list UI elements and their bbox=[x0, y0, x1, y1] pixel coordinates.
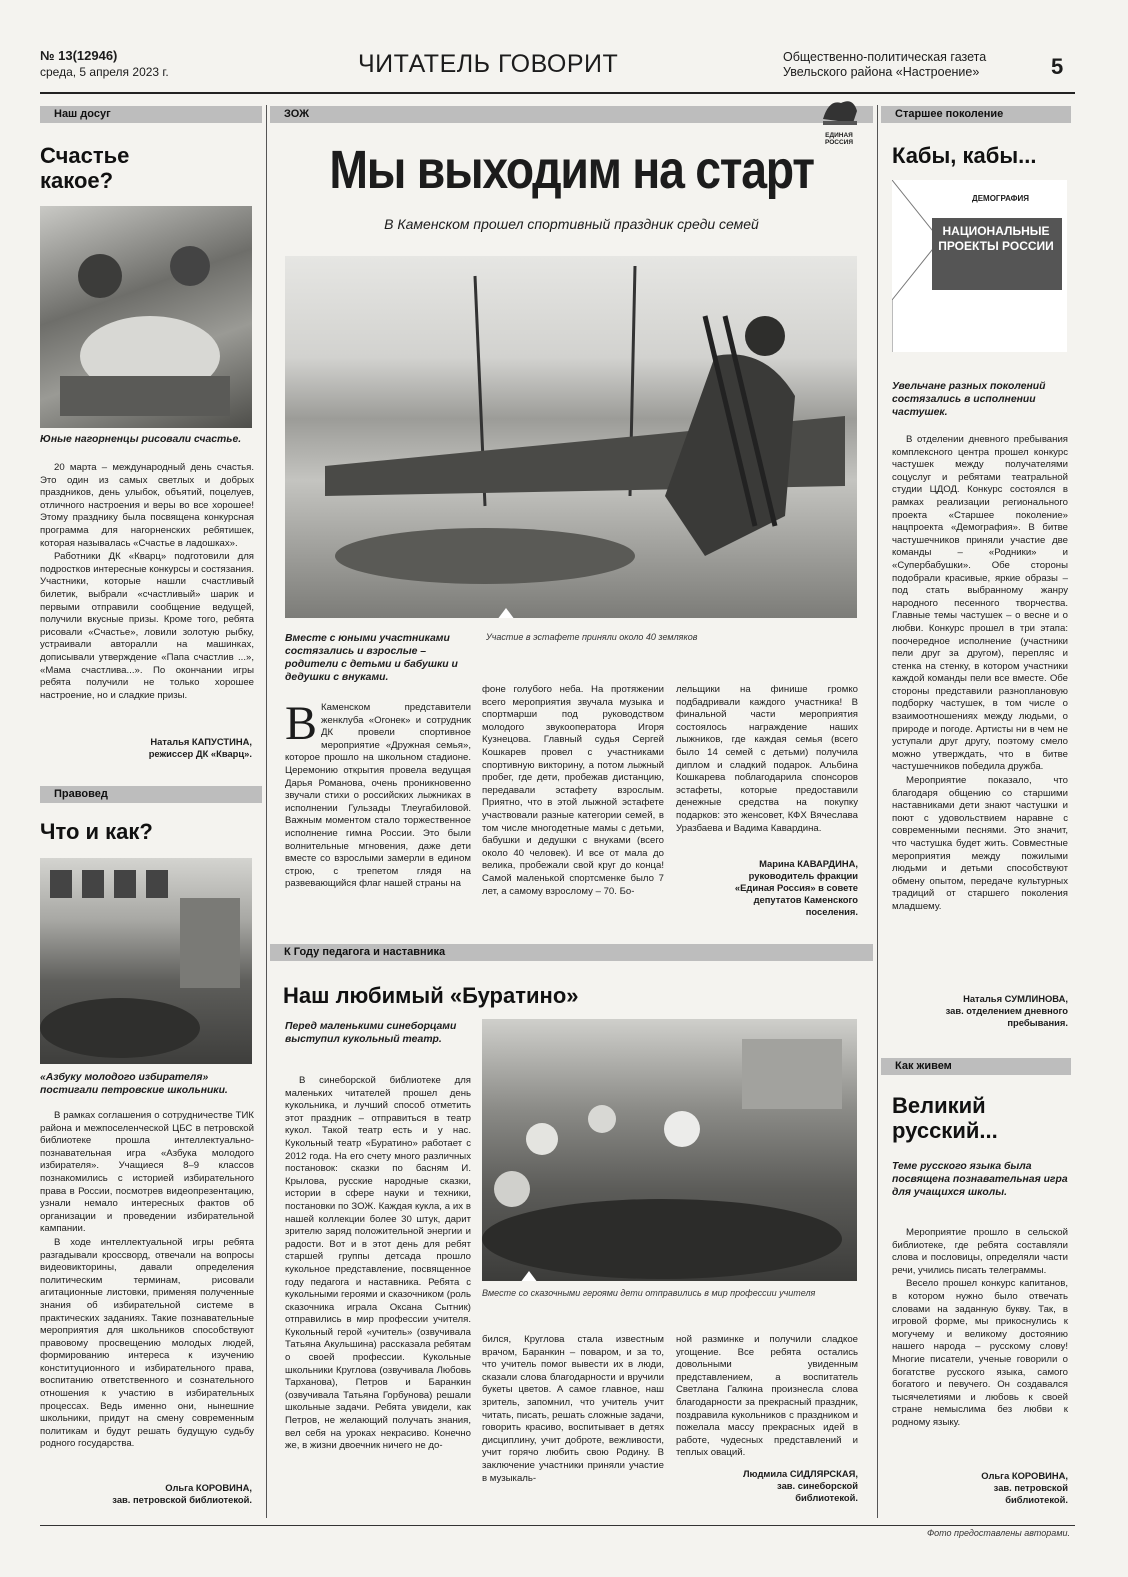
article-title-chto-i-kak: Что и как? bbox=[40, 819, 153, 844]
author-name: Людмила СИДЛЯРСКАЯ, bbox=[742, 1468, 858, 1479]
article-title-buratino: Наш любимый «Буратино» bbox=[283, 983, 579, 1008]
photo-credit: Фото предоставлены авторами. bbox=[926, 1528, 1070, 1538]
author-role: библиотекой. bbox=[795, 1492, 858, 1503]
paragraph: Мероприятие прошло в сельской библиотеке, где ребята составляли слова и пословицы, определяли части речи, учились писать телеграммы. bbox=[892, 1227, 1068, 1276]
article-title-schastye: Счастье какое? bbox=[40, 143, 130, 193]
article-title-start: Мы выходим на старт bbox=[329, 140, 814, 200]
signature-kavardina bbox=[676, 858, 858, 918]
rubric-kak-zhivem: Как живем bbox=[881, 1058, 1071, 1075]
photo-caption-start: Участие в эстафете приняли около 40 земляков bbox=[486, 632, 698, 642]
library-class-illustration bbox=[40, 858, 252, 1064]
masthead bbox=[40, 48, 1075, 88]
author-role: «Единая Россия» в совете bbox=[734, 882, 858, 893]
lead-chto-i-kak: «Азбуку молодого избирателя» постигали петровские школьники. bbox=[40, 1072, 228, 1096]
paragraph: фоне голубого неба. На протяжении всего мероприятия звучала музыка и спортмарши под руководством молодого звукооператора Игоря Кузнецова. Главный судья Сергей Кошкарев провел с участниками спортивную викторину, а потом лыжный пробег, где дети, пробежав дистанцию, передавали эстафету взрослым. Приятно, что в этой лыжной эстафете участвовали разные категории семей, в том числе многодетные мамы с детьми, бабушки и дедушки с внуками (всего около 40 человек). И все от мала до велика, пробежали свой круг до конца! Самой маленькой спортсменке было 7 лет, а самому взрослому – 70. Бо- bbox=[482, 684, 664, 897]
paragraph: В ходе интеллектуальной игры ребята разгадывали кроссворд, отвечали на вопросы видеовикторины, давали определения политическим терминам, рисовали агитационные листовки, применяя полученные знания об избирательной системе в практических заданиях. Такие познавательные мероприятия для школьников способствуют правовому просвещению молодых людей, формированию интереса к изучению конституционного и избирательного права, воспитанию ответственного и сознательного отношения к участию в избирательных процессах. Ведь именно они, нынешние школьники, придут на смену современным политикам и будут решать будущую судьбу родного государства. bbox=[40, 1236, 254, 1450]
body-buratino-col3 bbox=[676, 1334, 858, 1460]
author-role: поселения. bbox=[805, 906, 858, 917]
paragraph: Каменском представители женклуба «Огонек» и сотрудник ДК провели спортивное мероприятие «Дружная семья», которое прошло на школьном стадионе. Церемонию открытия провела ведущая Дарья Романова, очень проникновенно звучали стихи о российских лыжниках в исполнении Гульзады Тлеугабиловой. Важным моментом стало торжественное исполнение гимна России. Это были волнительные мгновения, даже дети вместе со взрослыми замерли в едином строю, с трепетом глядя на развевающийся флаг нашей страны на bbox=[285, 702, 471, 890]
rubric-god-pedagoga: К Году педагога и наставника bbox=[270, 944, 873, 961]
paragraph: лельщики на финише громко подбадривали каждого участника! В финальной части мероприятия состоялось награждение наших лыжников, где каждая семья (всего было 14 семей с детьми) получила диплом и сладкий подарок. Альбина Кошкарева поблагодарила спонсоров эстафеты, которые предоставили денежные средства на покупку подарков: это женсовет, КФХ Вячеслава Уразбаева и Вадима Кавардина. bbox=[676, 684, 858, 834]
author-role: зав. синеборской bbox=[777, 1480, 858, 1491]
article-title-kaby: Кабы, кабы... bbox=[892, 143, 1037, 168]
photo-caption-buratino: Вместе со сказочными героями дети отправились в мир профессии учителя bbox=[482, 1288, 816, 1298]
paper-name bbox=[783, 50, 986, 80]
author-name: Марина КАВАРДИНА, bbox=[759, 858, 858, 869]
signature-korovina-left bbox=[40, 1482, 252, 1506]
author-role: депутатов Каменского bbox=[753, 894, 858, 905]
puppet-theatre-illustration bbox=[482, 1019, 857, 1281]
column-divider-right bbox=[877, 105, 878, 1518]
body-buratino-col1 bbox=[285, 1075, 471, 1454]
signature-sumlinova bbox=[892, 993, 1068, 1029]
column-divider-left bbox=[266, 105, 267, 1518]
photo-marker-triangle bbox=[497, 608, 515, 618]
lead-buratino: Перед маленькими синеборцами выступил кукольный театр. bbox=[285, 1021, 457, 1045]
body-velikiy-russkiy bbox=[892, 1227, 1068, 1431]
subtitle-start: В Каменском прошел спортивный праздник среди семей bbox=[384, 216, 759, 232]
paper-line-2: Увельского района «Настроение» bbox=[783, 65, 980, 79]
author-name: Ольга КОРОВИНА, bbox=[981, 1470, 1068, 1481]
paragraph: ной разминке и получили сладкое угощение. Все ребята остались довольными увиденным представлением, а воспитатель Светлана Галкина произнесла слова благодарности за прекрасный праздник, поздравила кукольников с праздником и пожелала массу прекрасных идей в работе, чудесных представлений и теплых оваций. bbox=[676, 1334, 858, 1459]
signature-sidlyarskaya bbox=[676, 1468, 858, 1504]
header-rule bbox=[40, 92, 1075, 94]
rubric-starshee-pokolenie: Старшее поколение bbox=[881, 106, 1071, 123]
body-chto-i-kak bbox=[40, 1110, 254, 1452]
paragraph: Мероприятие показало, что благодаря общению со старшими наставниками дети знают частушки и поют с удовольствием наравне с современными песнями. Это значит, что частушка будет жить. Совместные мероприятия между пожилыми людьми и детьми способствуют обмену опытом, передаче культурных традиций от старшего поколения младшему. bbox=[892, 775, 1068, 912]
paragraph: В рамках соглашения о сотрудничестве ТИК района и межпоселенческой ЦБС в петровской библиотеке прошла интеллектуально-познавательная игра «Азбука молодого избирателя». Учащиеся 8–9 классов познакомились с историей избирательного права в России, посмотрев видеопрезентацию, узнали немало интересных фактов об организации и проведении избирательной кампании. bbox=[40, 1110, 254, 1235]
photo-puppet-theatre bbox=[482, 1019, 857, 1281]
lead-velikiy-russkiy: Теме русского языка была посвящена познавательная игра для учащихся школы. bbox=[892, 1161, 1068, 1198]
footer-rule bbox=[40, 1525, 1075, 1526]
paragraph: Весело прошел конкурс капитанов, в котором нужно было отвечать словами на заданную букву. Так, в игровой форме, мы прикоснулись к могучему и великому достоянию нашего народа – русскому слову! Многие писатели, ученые говорили о богатстве русского языка, самого богатого и певучего. Он создавался тысячелетиями и любовь к своей стране немыслима без любви к родному языку. bbox=[892, 1278, 1068, 1428]
rubric-zozh: ЗОЖ bbox=[270, 106, 873, 123]
paragraph: Работники ДК «Кварц» подготовили для подростков интересные конкурсы и состязания. Участники, которые нашли счастливый билетик, выбрали «счастливый» шарик и первыми отправили сообщение ведущей, получили вкусные призы. Кроме того, ребята рисовали «Счастье», ловили золотую рыбку, устраивали авторалли на машинках, дописывали утверждение «Папа счастлив ...», «Мама счастлива...». По окончании игры ребята получили не только хорошее настроение, но и сладкие призы. bbox=[40, 551, 254, 701]
paragraph: 20 марта – международный день счастья. Это один из самых светлых и добрых праздников, день улыбок, объятий, поцелуев, отличного настроения и веры во все хорошее! Этому празднику была посвящена конкурсная программа для нагорненских ребятишек, которая называлась «Счастье в ладошках». bbox=[40, 462, 254, 549]
badge-shape-icon bbox=[892, 180, 1067, 352]
author-name: Наталья КАПУСТИНА, bbox=[150, 736, 252, 747]
ski-relay-illustration bbox=[285, 256, 857, 618]
body-buratino-col2 bbox=[482, 1334, 664, 1485]
signature-kapustina bbox=[40, 736, 252, 760]
page-number: 5 bbox=[1051, 54, 1064, 79]
lead-schastye: Юные нагорненцы рисовали счастье. bbox=[40, 434, 242, 445]
issue-date: среда, 5 апреля 2023 г. bbox=[40, 65, 169, 79]
paper-line-1: Общественно-политическая газета bbox=[783, 50, 987, 64]
lead-kaby: Увельчане разных поколений состязались в исполнении частушек. bbox=[892, 381, 1046, 418]
author-role: руководитель фракции bbox=[748, 870, 858, 881]
photo-ski-relay bbox=[285, 256, 857, 618]
drop-cap: В bbox=[285, 697, 318, 750]
body-schastye bbox=[40, 462, 254, 703]
issue-number: № 13(12946) bbox=[40, 48, 118, 63]
photo-marker-triangle bbox=[520, 1271, 538, 1281]
bear-flag-icon bbox=[819, 93, 859, 127]
author-role: библиотекой. bbox=[1005, 1494, 1068, 1505]
paragraph: В синеборской библиотеке для маленьких читателей прошел день кукольника, и лучший способ отметить этот праздник – отправиться в театр кукол. Такой театр есть и у нас. Кукольный театр «Буратино» работает с 2012 года. На его счету много различных постановок: сказки по басням И. Крылова, русские народные сказки, истории в сфере науки и техники, постановки по ЗОЖ. Каждая кукла, а их в нашей коллекции более 30 штук, дарит зрителю заряд положительной энергии и радости. Вот и в этот день для ребят старшей группы детсада прошло кукольное представление, посвященное году педагога и наставника. Ребята с кукольными героями и сказочником (роль сказочника играла Оксана Сытник) отправились в мир профессии учителя. Кукольный герой «учитель» (озвучивала Татьяна Акульшина) рассказала ребятам о своей профессии. Кукольные школьники Круглова (озвучивала Любовь Тарханова), Петров и Баранкин (озвучивала Татьяна Горбунова) решали школьные задачи. Ребята увидели, как Петров, не желающий получать знания, вел себя на уроках некрасиво. Конечно же, в жизни двоечник ничего не до- bbox=[285, 1075, 471, 1452]
author-role: режиссер ДК «Кварц». bbox=[148, 748, 252, 759]
paragraph: бился, Круглова стала известным врачом, Баранкин – поваром, и за то, что учитель помог вывести их в люди, сказали слова благодарности и вручили букеты цветов. А самое главное, наш зритель, запомнил, что учитель учит читать, писать, решать сложные задачи, говорить красиво, воспитывает в детях дисциплину, учит доброте, вежливости, учит горячо любить свою Родину. В заключение участники приняли участие в музыкаль- bbox=[482, 1334, 664, 1484]
photo-library-class bbox=[40, 858, 252, 1064]
lead-start: Вместе с юными участниками состязались и взрослые – родители с детьми и бабушки и дедушки с внуками. bbox=[285, 633, 458, 683]
signature-korovina-right bbox=[892, 1470, 1068, 1506]
author-role: пребывания. bbox=[1007, 1017, 1068, 1028]
rubric-pravoved: Правовед bbox=[40, 786, 262, 803]
author-role: зав. петровской bbox=[993, 1482, 1068, 1493]
section-title: ЧИТАТЕЛЬ ГОВОРИТ bbox=[358, 50, 619, 78]
body-kaby bbox=[892, 434, 1068, 915]
author-role: зав. отделением дневного bbox=[945, 1005, 1068, 1016]
logo-text: ЕДИНАЯ РОССИЯ bbox=[824, 132, 854, 146]
photo-children-drawing bbox=[40, 206, 252, 428]
author-name: Ольга КОРОВИНА, bbox=[165, 1482, 252, 1493]
national-projects-badge bbox=[892, 180, 1067, 352]
rubric-nash-dosug: Наш досуг bbox=[40, 106, 262, 123]
body-start-col1 bbox=[285, 697, 471, 891]
badge-national-projects: НАЦИОНАЛЬНЫЕ ПРОЕКТЫ РОССИИ bbox=[938, 224, 1054, 253]
body-start-col3 bbox=[676, 684, 858, 835]
body-start-col2 bbox=[482, 684, 664, 898]
children-drawing-illustration bbox=[40, 206, 252, 428]
article-title-velikiy-russkiy: Великий русский... bbox=[892, 1093, 998, 1143]
author-name: Наталья СУМЛИНОВА, bbox=[963, 993, 1068, 1004]
author-role: зав. петровской библиотекой. bbox=[112, 1494, 252, 1505]
paragraph: В отделении дневного пребывания комплексного центра прошел конкурс частушек между получателями соцуслуг и ребятами театральной студии ЦДОД. Конкурс состоялся в рамках реализации регионального проекта «Старшее поколение» нацпроекта «Демография». В битве частушечников приняли участие две команды – «Родники» и «Супербабушки». Обе стороны подобрали красивые, яркие образы – под стать выбранному жанру народного песенного творчества. Главные темы частушек – о весне и о любви. Конкурс прошел в три этапа: поочередное исполнение (участники пели друг за другом), перепляс и стенка на стенку, в котором участники каждой команды пели все вместе. Обе стороны представили разноплановую подборку частушек, в том числе о взаимоотношениях между людьми, о природе и погоде. Артисты ни в чем не уступали друг другу, поэтому смело можно утверждать, что в битве частушечников победила дружба. bbox=[892, 434, 1068, 773]
badge-demografiya: ДЕМОГРАФИЯ bbox=[972, 194, 1029, 203]
